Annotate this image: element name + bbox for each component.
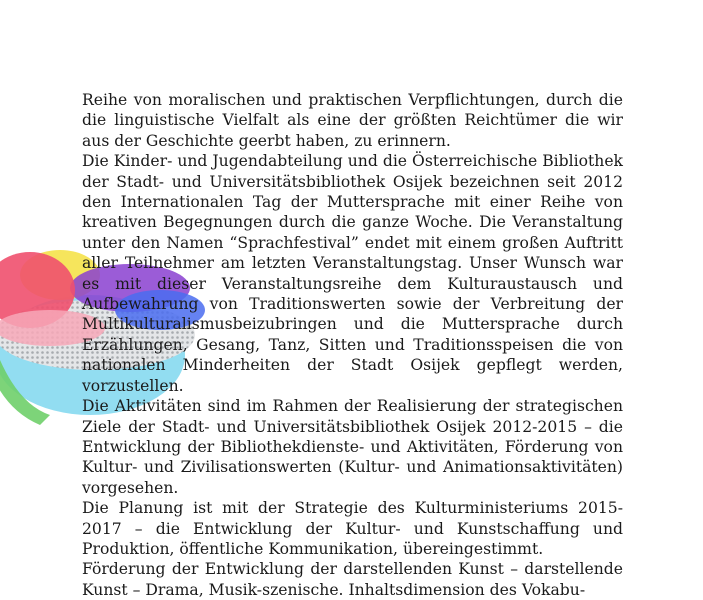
body-text (82, 90, 623, 600)
paragraph-3: Die Aktivitäten sind im Rahmen der Realisierung der strategischen Ziele der Stadt- und Universitätsbibliothek Osijek 2012-2015 – die Entwicklung der Bibliothekdienste- und Aktivitäten, Förderung von Kultur- und Zivilisationswerten (Kultur- und Animationsaktivitäten) vorgesehen. (82, 397, 623, 497)
paragraph-5: Förderung der Entwicklung der darstellenden Kunst – darstellende Kunst – Drama, Musik-szenische. Inhaltsdimension des Vokabu- (82, 560, 623, 599)
paragraph-1: Reihe von moralischen und praktischen Verpflichtungen, durch die die linguistische Vielfalt als eine der größten Reichtümer die wir aus der Geschichte geerbt haben, zu erinnern. (82, 91, 623, 150)
paragraph-2: Die Kinder- und Jugendabteilung und die Österreichische Bibliothek der Stadt- und Universitätsbibliothek Osijek bezeichnen seit 2012 den Internationalen Tag der Muttersprache mit einer Reihe von kreativen Begegnungen durch die ganze Woche. Die Veranstaltung unter den Namen “Sprachfestival” endet mit einem großen Auftritt aller Teilnehmer am letzten Veranstaltungstag. Unser Wunsch war es mit dieser Veranstaltungsreihe dem Kulturaustausch und Aufbewahrung von Traditionswerten sowie der Verbreitung der Multikulturalismusbeizubringen und die Muttersprache durch Erzählungen, Gesang, Tanz, Sitten und Traditionsspeisen die von nationalen Minderheiten der Stadt Osijek gepflegt werden, vorzustellen. (82, 152, 623, 395)
paragraph-4: Die Planung ist mit der Strategie des Kulturministeriums 2015-2017 – die Entwicklung der Kultur- und Kunstschaffung und Produktion, öffentliche Kommunikation, übereingestimmt. (82, 499, 623, 558)
